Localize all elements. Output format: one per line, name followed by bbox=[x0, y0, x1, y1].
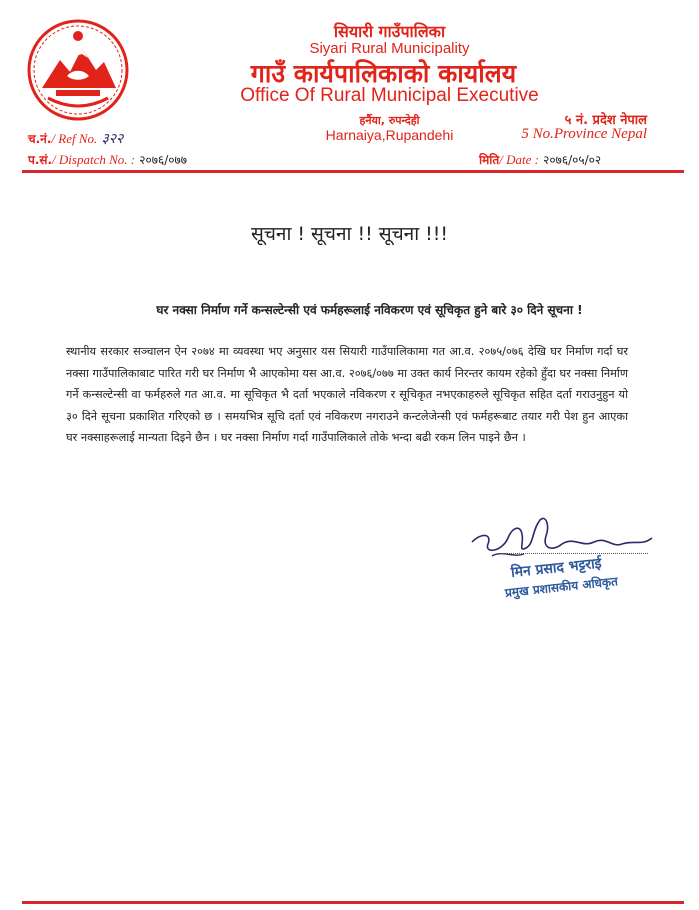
header-divider bbox=[22, 170, 684, 173]
municipality-name-np: सियारी गाउँपालिका bbox=[333, 22, 446, 41]
signatory-name: मिन प्रसाद भट्टराई bbox=[510, 555, 603, 581]
footer-divider bbox=[22, 901, 684, 904]
notice-body: स्थानीय सरकार सञ्चालन ऐन २०७४ मा व्यवस्था भए अनुसार यस सियारी गाउँपालिकामा गत आ.व. २०७५/०७६ देखि घर निर्माण गर्दा घर नक्सा गाउँपालिकाबाट पारित गरी घर निर्माण भै आएकोमा यस आ.व. २०७६/०७७ मा उक्त कार्य निरन्तर कायम रहेको हुँदा घर नक्सा निर्माण गर्ने कन्सल्टेन्सी वा फर्महरुले गत आ.व. मा सूचिकृत भै दर्ता भएकाले नविकरण र सूचिकृत नभएकाहरुले सूचिकृत सहित दर्ता गराउनुहुन यो ३० दिने सूचना प्रकाशित गरिएको छ । समयभित्र सूचि दर्ता एवं नविकरण नगराउने कन्टलेजेन्सी एवं फर्महरूबाट तयार गरी पेश हुन आएका घर नक्साहरूलाई मान्यता दिइने छैन । घर नक्सा निर्माण गर्दा गाउँपालिकाले तोके भन्दा बढी रकम लिन पाइने छैन । bbox=[66, 345, 628, 444]
dispatch-label-np: प.सं. bbox=[28, 153, 53, 167]
date-label-en: / Date : bbox=[499, 152, 539, 167]
date-label-np: मिति bbox=[479, 153, 500, 167]
ref-label-en: / Ref No. bbox=[51, 131, 98, 146]
location-en: Harnaiya,Rupandehi bbox=[325, 127, 454, 143]
municipality-name-en: Siyari Rural Municipality bbox=[309, 40, 470, 57]
dispatch-value: २०७६/०७७ bbox=[139, 153, 188, 167]
province-en: 5 No.Province Nepal bbox=[521, 126, 647, 142]
signatory-designation: प्रमुख प्रशासकीय अधिकृत bbox=[504, 574, 619, 600]
ref-value: ३२२ bbox=[101, 131, 124, 147]
notice-subject: घर नक्सा निर्माण गर्ने कन्सल्टेन्सी एवं फर्महरूलाई नविकरण एवं सूचिकृत हुने बारे ३० दिने सूचना ! bbox=[156, 303, 583, 317]
ref-number bbox=[28, 129, 123, 148]
province-np: ५ नं. प्रदेश नेपाल bbox=[564, 113, 647, 128]
office-name-en: Office Of Rural Municipal Executive bbox=[240, 85, 539, 106]
date bbox=[479, 151, 601, 168]
ref-label-np: च.नं. bbox=[28, 132, 52, 146]
signature-line bbox=[500, 553, 648, 554]
notice-title: सूचना ! सूचना !! सूचना !!! bbox=[250, 223, 449, 245]
location-np: हर्नैया, रुपन्देही bbox=[359, 114, 420, 127]
dispatch-number bbox=[28, 151, 187, 168]
dispatch-label-en: / Dispatch No. : bbox=[52, 152, 136, 167]
date-value: २०७६/०५/०२ bbox=[543, 153, 602, 167]
office-name-np: गाउँ कार्यपालिकाको कार्यालय bbox=[250, 59, 517, 88]
